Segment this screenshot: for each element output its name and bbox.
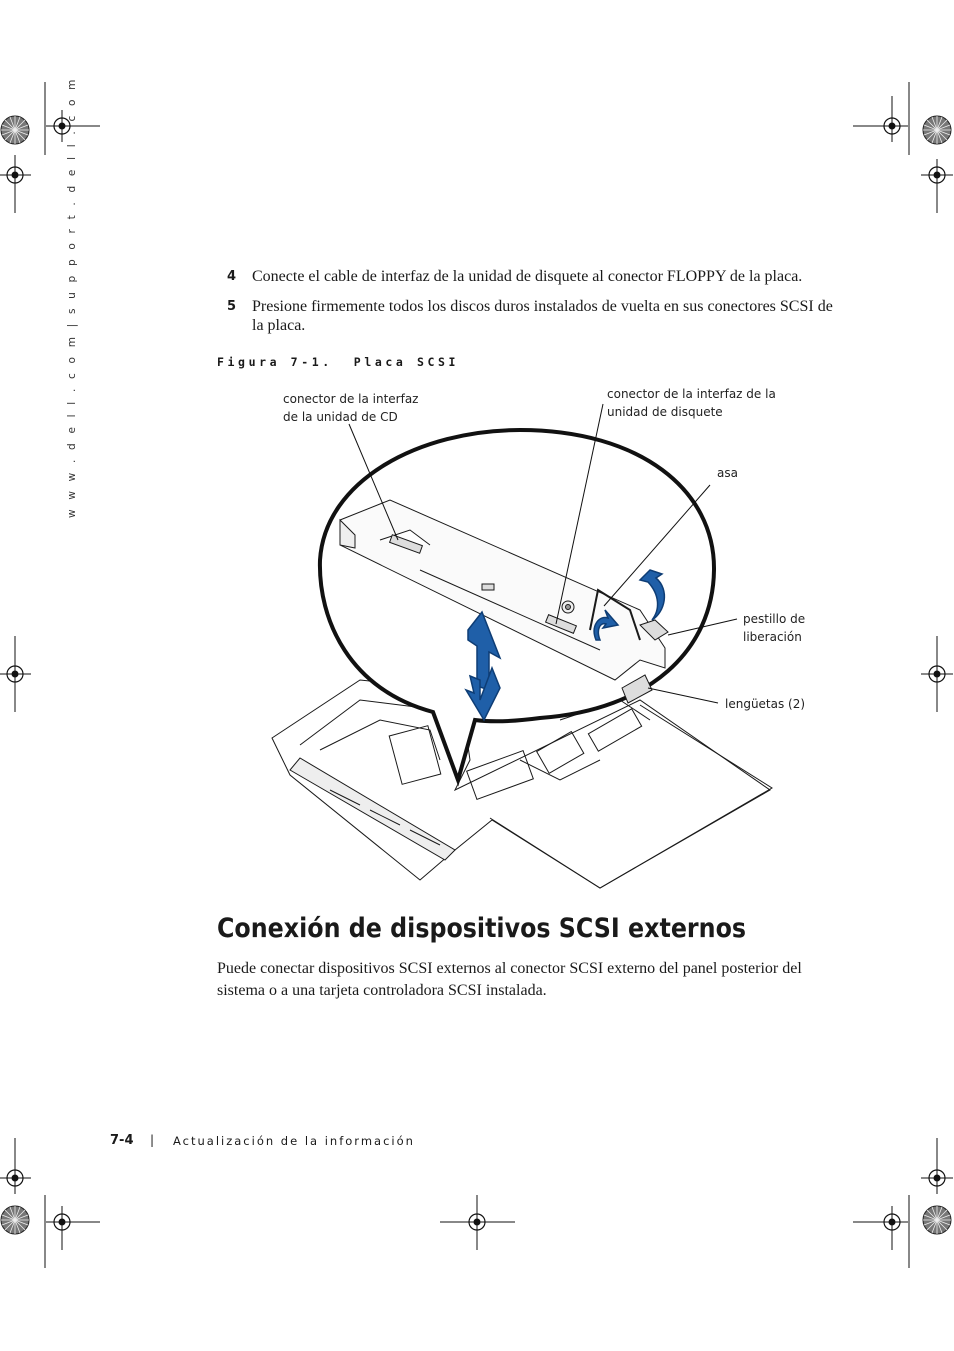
callout-line: unidad de disquete xyxy=(607,405,723,419)
callout-handle: asa xyxy=(717,466,738,480)
callout-line: conector de la interfaz de la xyxy=(607,387,776,401)
page-number: 7-4 xyxy=(110,1133,134,1148)
footer-title: Actualización de la información xyxy=(173,1134,415,1148)
callout-line: de la unidad de CD xyxy=(283,410,398,424)
step-text: Presione firmemente todos los discos duros instalados de vuelta en sus conectores SCSI de la placa. xyxy=(252,298,833,334)
step-number: 4 xyxy=(227,269,237,284)
callout-line: conector de la interfaz xyxy=(283,392,419,406)
section-paragraph: Puede conectar dispositivos SCSI externos al conector SCSI externo del panel posterior del sistema o a una tarjeta controladora SCSI instalada. xyxy=(217,960,802,999)
callout-floppy-connector xyxy=(607,385,776,421)
leader-line xyxy=(648,688,718,703)
step-number: 5 xyxy=(227,299,237,314)
figure-caption: Figura 7-1. Placa SCSI xyxy=(217,355,460,369)
callout-cd-connector xyxy=(283,390,418,426)
callout-line: liberación xyxy=(743,630,802,644)
callout-tabs: lengüetas (2) xyxy=(725,697,806,711)
footer-separator: | xyxy=(150,1133,155,1147)
side-url-text: w w w . d e l l . c o m | s u p p o r t . d e l l . c o m xyxy=(66,76,78,518)
step-text: Conecte el cable de interfaz de la unidad de disquete al conector FLOPPY de la placa. xyxy=(252,268,803,285)
callout-line: pestillo de xyxy=(743,612,806,626)
section-heading: Conexión de dispositivos SCSI externos xyxy=(217,913,747,944)
callout-release-latch xyxy=(743,610,805,646)
